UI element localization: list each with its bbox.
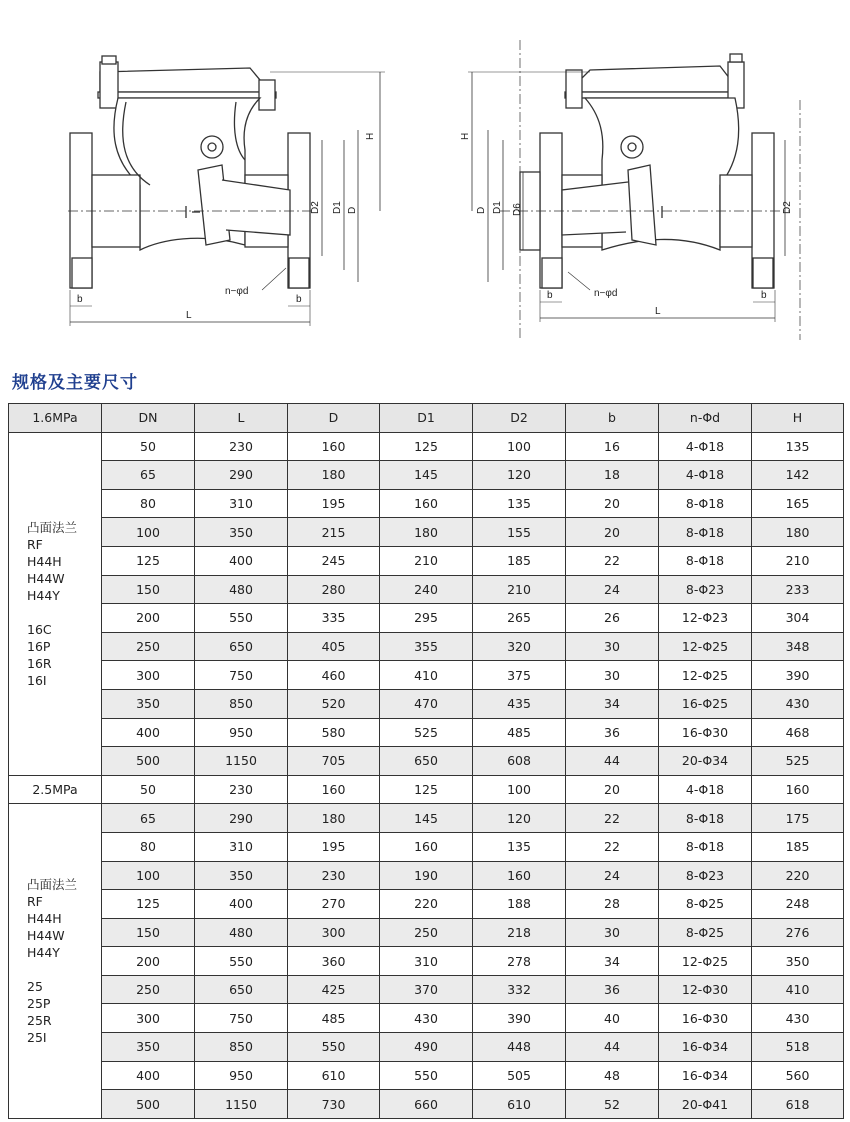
cell-bolts: 8-Φ18 bbox=[659, 489, 752, 518]
cell-l: 400 bbox=[195, 890, 288, 919]
cell-l: 650 bbox=[195, 632, 288, 661]
table-row bbox=[9, 975, 844, 1004]
cell-d2: 100 bbox=[473, 432, 566, 461]
table-row bbox=[9, 432, 844, 461]
cell-l: 750 bbox=[195, 1004, 288, 1033]
cell-dn: 50 bbox=[102, 775, 195, 804]
left-label-b-right: b bbox=[296, 294, 302, 305]
cell-b: 22 bbox=[566, 832, 659, 861]
cell-dn: 125 bbox=[102, 890, 195, 919]
cell-l: 310 bbox=[195, 832, 288, 861]
cell-d1: 250 bbox=[380, 918, 473, 947]
table-row bbox=[9, 918, 844, 947]
cell-l: 350 bbox=[195, 861, 288, 890]
cell-h: 390 bbox=[752, 661, 844, 690]
cell-d2: 218 bbox=[473, 918, 566, 947]
right-valve-drawing bbox=[468, 40, 800, 340]
cell-b: 20 bbox=[566, 489, 659, 518]
cell-dn: 150 bbox=[102, 918, 195, 947]
spec-table bbox=[8, 403, 844, 1119]
cell-bolts: 12-Φ25 bbox=[659, 632, 752, 661]
cell-d2: 160 bbox=[473, 861, 566, 890]
table-row bbox=[9, 489, 844, 518]
cell-d1: 410 bbox=[380, 661, 473, 690]
cell-bolts: 16-Φ30 bbox=[659, 1004, 752, 1033]
left-label-bolt: n−φd bbox=[225, 286, 249, 297]
cell-d1: 180 bbox=[380, 518, 473, 547]
header-d2: D2 bbox=[473, 404, 566, 433]
cell-b: 48 bbox=[566, 1061, 659, 1090]
cell-d: 160 bbox=[288, 432, 380, 461]
cell-d1: 210 bbox=[380, 546, 473, 575]
cell-bolts: 8-Φ18 bbox=[659, 832, 752, 861]
cell-d: 610 bbox=[288, 1061, 380, 1090]
cell-l: 230 bbox=[195, 775, 288, 804]
cell-d: 215 bbox=[288, 518, 380, 547]
cell-b: 40 bbox=[566, 1004, 659, 1033]
left-label-b-left: b bbox=[77, 294, 83, 305]
table-row bbox=[9, 1090, 844, 1119]
cell-h: 518 bbox=[752, 1033, 844, 1062]
cell-dn: 65 bbox=[102, 804, 195, 833]
cell-b: 24 bbox=[566, 861, 659, 890]
cell-d1: 220 bbox=[380, 890, 473, 919]
group-label-2.5mpa: 凸面法兰 RF H44H H44W H44Y 25 25P 25R 25I bbox=[9, 804, 102, 1119]
cell-b: 28 bbox=[566, 890, 659, 919]
cell-d: 405 bbox=[288, 632, 380, 661]
cell-d: 245 bbox=[288, 546, 380, 575]
cell-d: 730 bbox=[288, 1090, 380, 1119]
table-row bbox=[9, 832, 844, 861]
cell-dn: 65 bbox=[102, 461, 195, 490]
table-row bbox=[9, 661, 844, 690]
cell-h: 210 bbox=[752, 546, 844, 575]
cell-d: 195 bbox=[288, 832, 380, 861]
cell-h: 430 bbox=[752, 689, 844, 718]
cell-bolts: 8-Φ18 bbox=[659, 518, 752, 547]
cell-d: 300 bbox=[288, 918, 380, 947]
cell-d: 180 bbox=[288, 461, 380, 490]
cell-d1: 660 bbox=[380, 1090, 473, 1119]
header-b: b bbox=[566, 404, 659, 433]
group-label-1.6mpa: 凸面法兰 RF H44H H44W H44Y 16C 16P 16R 16I bbox=[9, 432, 102, 775]
cell-dn: 500 bbox=[102, 747, 195, 776]
cell-b: 30 bbox=[566, 661, 659, 690]
cell-dn: 500 bbox=[102, 1090, 195, 1119]
cell-d: 180 bbox=[288, 804, 380, 833]
cell-d1: 145 bbox=[380, 461, 473, 490]
cell-bolts: 8-Φ23 bbox=[659, 861, 752, 890]
right-label-b-left: b bbox=[547, 290, 553, 301]
cell-bolts: 16-Φ34 bbox=[659, 1061, 752, 1090]
cell-bolts: 16-Φ25 bbox=[659, 689, 752, 718]
cell-b: 18 bbox=[566, 461, 659, 490]
cell-b: 30 bbox=[566, 918, 659, 947]
cell-bolts: 8-Φ25 bbox=[659, 890, 752, 919]
cell-bolts: 8-Φ18 bbox=[659, 546, 752, 575]
cell-bolts: 20-Φ34 bbox=[659, 747, 752, 776]
cell-d2: 210 bbox=[473, 575, 566, 604]
cell-dn: 125 bbox=[102, 546, 195, 575]
cell-b: 34 bbox=[566, 689, 659, 718]
cell-d2: 135 bbox=[473, 832, 566, 861]
cell-dn: 300 bbox=[102, 661, 195, 690]
table-row bbox=[9, 461, 844, 490]
cell-b: 20 bbox=[566, 775, 659, 804]
cell-b: 16 bbox=[566, 432, 659, 461]
cell-d1: 310 bbox=[380, 947, 473, 976]
cell-d1: 490 bbox=[380, 1033, 473, 1062]
cell-b: 36 bbox=[566, 975, 659, 1004]
section-title: 规格及主要尺寸 bbox=[12, 373, 138, 393]
cell-d: 550 bbox=[288, 1033, 380, 1062]
cell-b: 22 bbox=[566, 546, 659, 575]
cell-h: 142 bbox=[752, 461, 844, 490]
cell-dn: 300 bbox=[102, 1004, 195, 1033]
table-row bbox=[9, 804, 844, 833]
cell-dn: 80 bbox=[102, 832, 195, 861]
table-row bbox=[9, 518, 844, 547]
table-row bbox=[9, 604, 844, 633]
cell-h: 160 bbox=[752, 775, 844, 804]
cell-b: 30 bbox=[566, 632, 659, 661]
cell-d2: 608 bbox=[473, 747, 566, 776]
cell-d1: 125 bbox=[380, 775, 473, 804]
header-d1: D1 bbox=[380, 404, 473, 433]
cell-d2: 185 bbox=[473, 546, 566, 575]
cell-d: 460 bbox=[288, 661, 380, 690]
cell-d1: 145 bbox=[380, 804, 473, 833]
cell-b: 44 bbox=[566, 747, 659, 776]
cell-b: 44 bbox=[566, 1033, 659, 1062]
cell-bolts: 8-Φ18 bbox=[659, 804, 752, 833]
valve-drawings bbox=[0, 0, 850, 360]
cell-h: 135 bbox=[752, 432, 844, 461]
cell-h: 248 bbox=[752, 890, 844, 919]
cell-l: 480 bbox=[195, 575, 288, 604]
cell-h: 618 bbox=[752, 1090, 844, 1119]
right-label-h: H bbox=[460, 132, 471, 140]
cell-d2: 120 bbox=[473, 804, 566, 833]
cell-d2: 265 bbox=[473, 604, 566, 633]
cell-l: 950 bbox=[195, 718, 288, 747]
cell-bolts: 12-Φ30 bbox=[659, 975, 752, 1004]
cell-d1: 470 bbox=[380, 689, 473, 718]
cell-b: 24 bbox=[566, 575, 659, 604]
cell-d1: 550 bbox=[380, 1061, 473, 1090]
right-label-d: D bbox=[476, 206, 487, 214]
table-row bbox=[9, 947, 844, 976]
cell-b: 20 bbox=[566, 518, 659, 547]
table-row bbox=[9, 718, 844, 747]
cell-d2: 435 bbox=[473, 689, 566, 718]
cell-b: 26 bbox=[566, 604, 659, 633]
cell-d2: 188 bbox=[473, 890, 566, 919]
cell-bolts: 20-Φ41 bbox=[659, 1090, 752, 1119]
cell-dn: 200 bbox=[102, 604, 195, 633]
cell-h: 350 bbox=[752, 947, 844, 976]
cell-d2: 332 bbox=[473, 975, 566, 1004]
cell-l: 310 bbox=[195, 489, 288, 518]
cell-d: 580 bbox=[288, 718, 380, 747]
table-row bbox=[9, 747, 844, 776]
cell-d: 425 bbox=[288, 975, 380, 1004]
cell-bolts: 8-Φ25 bbox=[659, 918, 752, 947]
cell-d1: 240 bbox=[380, 575, 473, 604]
cell-bolts: 12-Φ25 bbox=[659, 661, 752, 690]
table-row bbox=[9, 1033, 844, 1062]
cell-l: 1150 bbox=[195, 1090, 288, 1119]
cell-d1: 370 bbox=[380, 975, 473, 1004]
right-label-d1: D1 bbox=[492, 201, 503, 214]
cell-d: 705 bbox=[288, 747, 380, 776]
header-h: H bbox=[752, 404, 844, 433]
cell-bolts: 12-Φ23 bbox=[659, 604, 752, 633]
cell-dn: 200 bbox=[102, 947, 195, 976]
cell-b: 34 bbox=[566, 947, 659, 976]
cell-dn: 250 bbox=[102, 975, 195, 1004]
cell-bolts: 16-Φ30 bbox=[659, 718, 752, 747]
cell-b: 22 bbox=[566, 804, 659, 833]
cell-dn: 400 bbox=[102, 1061, 195, 1090]
cell-d2: 320 bbox=[473, 632, 566, 661]
header-l: L bbox=[195, 404, 288, 433]
cell-l: 230 bbox=[195, 432, 288, 461]
table-row bbox=[9, 1061, 844, 1090]
cell-dn: 350 bbox=[102, 1033, 195, 1062]
cell-l: 290 bbox=[195, 804, 288, 833]
cell-bolts: 4-Φ18 bbox=[659, 461, 752, 490]
cell-l: 750 bbox=[195, 661, 288, 690]
cell-l: 290 bbox=[195, 461, 288, 490]
cell-d: 520 bbox=[288, 689, 380, 718]
cell-d: 335 bbox=[288, 604, 380, 633]
cell-d2: 390 bbox=[473, 1004, 566, 1033]
cell-h: 276 bbox=[752, 918, 844, 947]
cell-d1: 295 bbox=[380, 604, 473, 633]
cell-bolts: 16-Φ34 bbox=[659, 1033, 752, 1062]
right-label-b-right: b bbox=[761, 290, 767, 301]
cell-d1: 650 bbox=[380, 747, 473, 776]
right-label-d2: D2 bbox=[782, 201, 793, 214]
left-label-d1: D1 bbox=[332, 201, 343, 214]
cell-l: 550 bbox=[195, 947, 288, 976]
right-label-bolt: n−φd bbox=[594, 288, 618, 299]
header-pressure: 1.6MPa bbox=[9, 404, 102, 433]
table-row bbox=[9, 1004, 844, 1033]
cell-d1: 160 bbox=[380, 489, 473, 518]
cell-l: 850 bbox=[195, 1033, 288, 1062]
header-dn: DN bbox=[102, 404, 195, 433]
cell-dn: 400 bbox=[102, 718, 195, 747]
table-row bbox=[9, 575, 844, 604]
cell-d2: 120 bbox=[473, 461, 566, 490]
cell-d2: 155 bbox=[473, 518, 566, 547]
cell-d1: 190 bbox=[380, 861, 473, 890]
cell-d2: 448 bbox=[473, 1033, 566, 1062]
cell-h: 410 bbox=[752, 975, 844, 1004]
cell-h: 525 bbox=[752, 747, 844, 776]
cell-l: 550 bbox=[195, 604, 288, 633]
header-d: D bbox=[288, 404, 380, 433]
table-row bbox=[9, 689, 844, 718]
cell-h: 165 bbox=[752, 489, 844, 518]
cell-h: 304 bbox=[752, 604, 844, 633]
cell-l: 950 bbox=[195, 1061, 288, 1090]
cell-d2: 485 bbox=[473, 718, 566, 747]
cell-d: 195 bbox=[288, 489, 380, 518]
cell-d1: 160 bbox=[380, 832, 473, 861]
cell-d: 230 bbox=[288, 861, 380, 890]
cell-bolts: 4-Φ18 bbox=[659, 775, 752, 804]
cell-d1: 355 bbox=[380, 632, 473, 661]
cell-d2: 375 bbox=[473, 661, 566, 690]
cell-dn: 50 bbox=[102, 432, 195, 461]
cell-dn: 350 bbox=[102, 689, 195, 718]
left-label-h: H bbox=[365, 132, 376, 140]
cell-d: 280 bbox=[288, 575, 380, 604]
table-row bbox=[9, 861, 844, 890]
table-header-row bbox=[9, 404, 844, 433]
table-row bbox=[9, 546, 844, 575]
cell-d2: 610 bbox=[473, 1090, 566, 1119]
cell-d: 270 bbox=[288, 890, 380, 919]
right-label-d6: D6 bbox=[512, 203, 523, 216]
cell-d2: 135 bbox=[473, 489, 566, 518]
table-row bbox=[9, 775, 844, 804]
cell-b: 36 bbox=[566, 718, 659, 747]
cell-dn: 250 bbox=[102, 632, 195, 661]
cell-l: 480 bbox=[195, 918, 288, 947]
cell-h: 175 bbox=[752, 804, 844, 833]
cell-l: 350 bbox=[195, 518, 288, 547]
table-row bbox=[9, 632, 844, 661]
cell-b: 52 bbox=[566, 1090, 659, 1119]
left-label-d2: D2 bbox=[310, 201, 321, 214]
cell-bolts: 12-Φ25 bbox=[659, 947, 752, 976]
left-label-l: L bbox=[186, 310, 192, 321]
cell-dn: 150 bbox=[102, 575, 195, 604]
cell-h: 560 bbox=[752, 1061, 844, 1090]
cell-l: 850 bbox=[195, 689, 288, 718]
cell-d1: 430 bbox=[380, 1004, 473, 1033]
cell-h: 185 bbox=[752, 832, 844, 861]
cell-l: 1150 bbox=[195, 747, 288, 776]
cell-h: 180 bbox=[752, 518, 844, 547]
cell-h: 348 bbox=[752, 632, 844, 661]
group-pressure-2.5mpa: 2.5MPa bbox=[9, 775, 102, 804]
cell-d: 160 bbox=[288, 775, 380, 804]
cell-h: 430 bbox=[752, 1004, 844, 1033]
cell-h: 220 bbox=[752, 861, 844, 890]
cell-dn: 100 bbox=[102, 861, 195, 890]
cell-dn: 80 bbox=[102, 489, 195, 518]
cell-d: 485 bbox=[288, 1004, 380, 1033]
cell-bolts: 4-Φ18 bbox=[659, 432, 752, 461]
cell-d: 360 bbox=[288, 947, 380, 976]
header-bolts: n-Φd bbox=[659, 404, 752, 433]
left-label-d: D bbox=[347, 206, 358, 214]
cell-d1: 125 bbox=[380, 432, 473, 461]
cell-d2: 100 bbox=[473, 775, 566, 804]
cell-h: 233 bbox=[752, 575, 844, 604]
right-label-l: L bbox=[655, 306, 661, 317]
cell-l: 650 bbox=[195, 975, 288, 1004]
cell-bolts: 8-Φ23 bbox=[659, 575, 752, 604]
cell-d2: 278 bbox=[473, 947, 566, 976]
cell-d2: 505 bbox=[473, 1061, 566, 1090]
cell-l: 400 bbox=[195, 546, 288, 575]
cell-d1: 525 bbox=[380, 718, 473, 747]
cell-dn: 100 bbox=[102, 518, 195, 547]
cell-h: 468 bbox=[752, 718, 844, 747]
table-row bbox=[9, 890, 844, 919]
